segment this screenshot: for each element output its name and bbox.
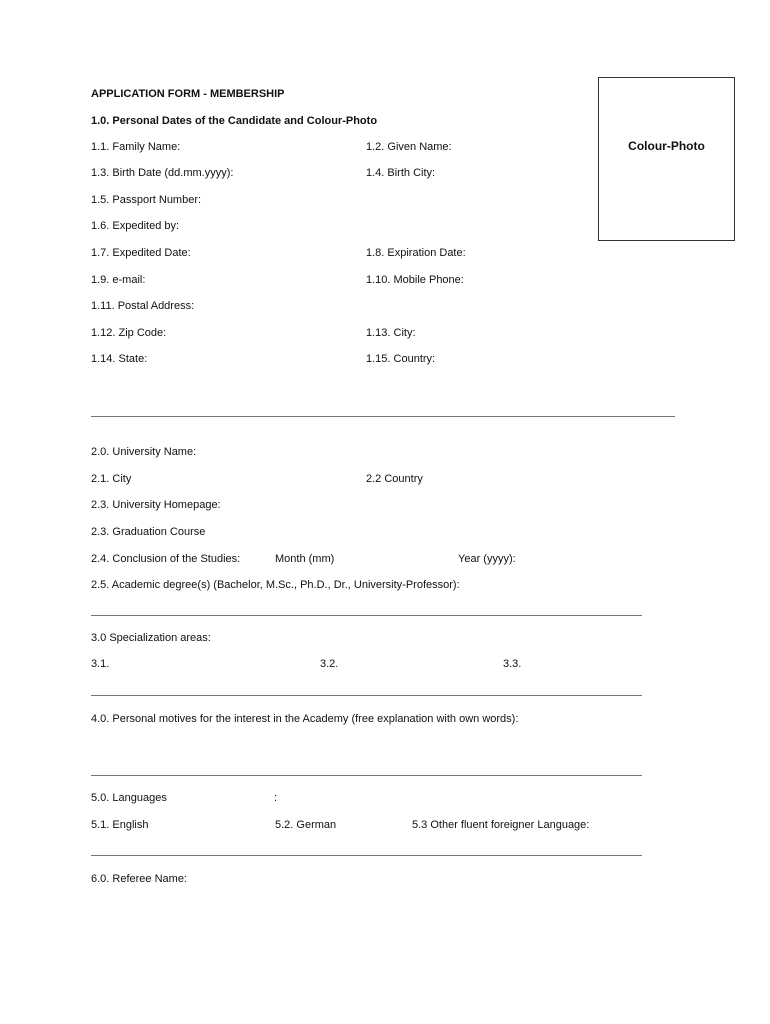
divider-4 — [91, 775, 642, 776]
other-language-label: 5.3 Other fluent foreigner Language: — [412, 819, 590, 831]
divider-3 — [91, 695, 642, 696]
languages-colon: : — [274, 792, 278, 804]
photo-label: Colour-Photo — [628, 139, 705, 153]
motives-heading: 4.0. Personal motives for the interest in the Academy (free explanation with own words): — [91, 713, 519, 725]
birth-date-label: 1.3. Birth Date (dd.mm.yyyy): — [91, 167, 234, 179]
birth-city-label: 1.4. Birth City: — [366, 167, 436, 179]
english-label: 5.1. English — [91, 819, 149, 831]
month-label: Month (mm) — [275, 553, 335, 565]
country-label: 1.15. Country: — [366, 353, 436, 365]
referee-label: 6.0. Referee Name: — [91, 873, 187, 885]
expedited-by-label: 1.6. Expedited by: — [91, 220, 180, 232]
expiration-date-label: 1.8. Expiration Date: — [366, 247, 466, 259]
state-label: 1.14. State: — [91, 353, 148, 365]
form-title: APPLICATION FORM - MEMBERSHIP — [91, 88, 285, 100]
city-label: 1.13. City: — [366, 327, 416, 339]
mobile-label: 1.10. Mobile Phone: — [366, 274, 464, 286]
conclusion-label: 2.4. Conclusion of the Studies: — [91, 553, 241, 565]
homepage-label: 2.3. University Homepage: — [91, 499, 221, 511]
postal-label: 1.11. Postal Address: — [91, 300, 195, 312]
university-label: 2.0. University Name: — [91, 446, 197, 458]
course-label: 2.3. Graduation Course — [91, 526, 206, 538]
german-label: 5.2. German — [275, 819, 337, 831]
divider-2 — [91, 615, 642, 616]
specialization-heading: 3.0 Specialization areas: — [91, 632, 211, 644]
section1-heading: 1.0. Personal Dates of the Candidate and Colour-Photo — [91, 115, 378, 127]
divider-5 — [91, 855, 642, 856]
family-name-label: 1.1. Family Name: — [91, 141, 181, 153]
specialization-1-label: 3.1. — [91, 658, 110, 670]
passport-label: 1.5. Passport Number: — [91, 194, 202, 206]
email-label: 1.9. e-mail: — [91, 274, 146, 286]
year-label: Year (yyyy): — [458, 553, 516, 565]
university-city-label: 2.1. City — [91, 473, 132, 485]
university-country-label: 2.2 Country — [366, 473, 423, 485]
given-name-label: 1.2. Given Name: — [366, 141, 452, 153]
specialization-2-label: 3.2. — [320, 658, 339, 670]
expedited-date-label: 1.7. Expedited Date: — [91, 247, 191, 259]
divider-1 — [91, 416, 675, 417]
languages-heading: 5.0. Languages — [91, 792, 167, 804]
zip-label: 1.12. Zip Code: — [91, 327, 167, 339]
degree-label: 2.5. Academic degree(s) (Bachelor, M.Sc., Ph.D., Dr., University-Professor): — [91, 579, 460, 591]
photo-box — [598, 77, 735, 241]
specialization-3-label: 3.3. — [503, 658, 522, 670]
